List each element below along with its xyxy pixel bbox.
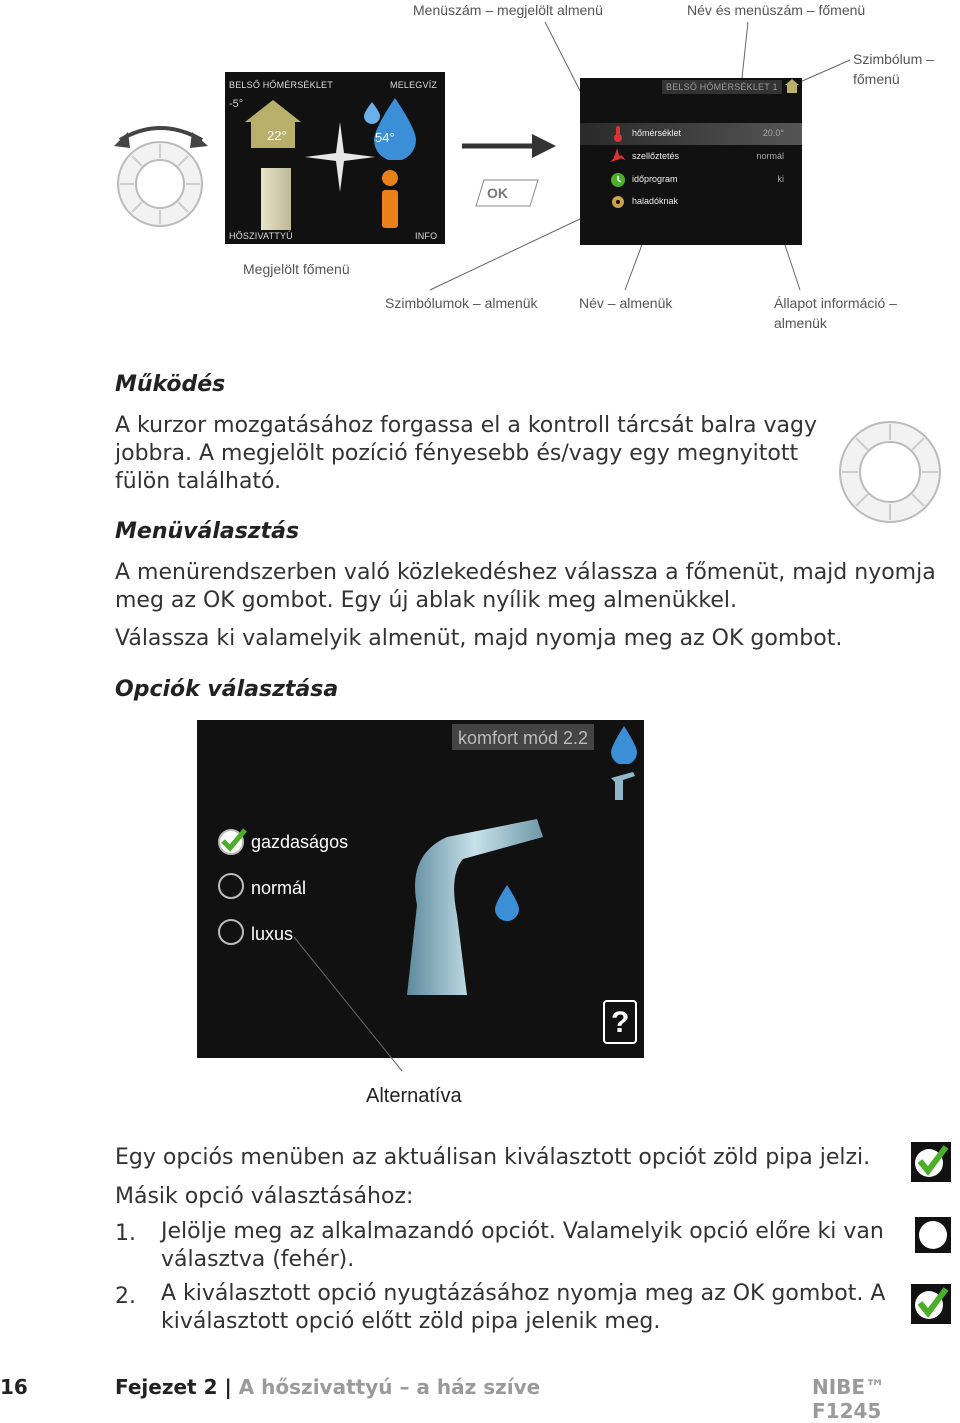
footer-chapter <box>115 1375 540 1399</box>
option-label: gazdaságos <box>251 832 349 852</box>
callout-symbols-sub: Szimbólumok – almenük <box>385 295 538 311</box>
sub-menu-screen <box>580 78 802 245</box>
indoor-temp: 22° <box>267 128 287 143</box>
section-title-options: Opciók választása <box>115 677 339 702</box>
main-menu-screen <box>225 72 445 244</box>
sub-row-advanced[interactable] <box>580 191 802 213</box>
section-title-menu-select: Menüválasztás <box>115 519 300 544</box>
water-temp: 54° <box>375 130 395 145</box>
outdoor-temp: -5° <box>229 98 244 110</box>
sub-row-name: haladóknak <box>632 196 679 206</box>
sub-row-temperature[interactable] <box>580 123 802 145</box>
house-small-icon <box>784 78 800 94</box>
check-selected-icon <box>217 826 249 856</box>
info-icon[interactable] <box>375 168 405 230</box>
sub-row-value: 20.0° <box>762 128 784 138</box>
section-text-operation: A kurzor mozgatásához forgassa el a kontroll tárcsát balra vagy jobbra. A megjelölt pozíció fényesebb és/vagy egy megnyitott fülön található. <box>115 413 817 494</box>
footer-brand: NIBE™ F1245 <box>812 1375 886 1423</box>
water-drop-icon <box>607 724 641 764</box>
callout-marked-main: Megjelölt főmenü <box>243 261 350 277</box>
thermometer-icon <box>612 126 624 142</box>
list-text-2: A kiválasztott opció nyugtázásához nyomja meg az OK gombot. A kiválasztott opció előtt zöld pipa jelenik meg. <box>161 1281 886 1334</box>
footer-separator: | <box>224 1375 232 1399</box>
sub-row-ventilation[interactable] <box>580 146 802 168</box>
sub-title-bar <box>662 80 782 94</box>
alternative-line <box>290 935 410 1075</box>
check-selected-icon <box>910 1283 952 1325</box>
sub-title: BELSŐ HŐMÉRSÉKLET 1 <box>666 82 778 92</box>
section-title-operation: Működés <box>115 372 226 397</box>
faucet-small-icon <box>607 768 641 804</box>
ok-button[interactable] <box>474 178 540 208</box>
sub-row-value: normál <box>756 151 784 161</box>
sub-row-schedule[interactable] <box>580 169 802 191</box>
quadrant-heatpump-label: HŐSZIVATTYÚ <box>229 231 293 241</box>
section-text-menu-select-1: A menürendszerben való közlekedéshez válassza a főmenüt, majd nyomja meg az OK gombot. Egy új ablak nyílik meg almenükkel. <box>115 560 936 613</box>
quadrant-hotwater-label: MELEGVÍZ <box>390 80 438 90</box>
sub-row-name: időprogram <box>632 174 678 184</box>
star-sparkle-icon <box>305 122 375 192</box>
footer-chapter-number: Fejezet 2 <box>115 1375 218 1399</box>
option-label: luxus <box>251 924 294 944</box>
control-knob-rotate-icon <box>110 118 210 228</box>
list-number-1: 1. <box>115 1221 136 1246</box>
help-icon: ? <box>611 1006 630 1039</box>
sub-row-name: hőmérséklet <box>632 128 682 138</box>
option-economy[interactable] <box>217 826 417 856</box>
option-screen <box>197 720 644 1058</box>
callout-symbol-main: Szimbólum – főmenü <box>853 51 934 87</box>
list-text-1: Jelölje meg az alkalmazandó opciót. Valamelyik opció előre ki van választva (fehér). <box>161 1219 884 1272</box>
option-title-bar <box>452 724 594 750</box>
radio-empty-icon <box>217 872 249 902</box>
fan-icon <box>608 148 626 166</box>
option-normal[interactable] <box>217 872 417 902</box>
check-selected-icon <box>910 1141 952 1183</box>
page-number: 16 <box>0 1375 28 1399</box>
section-text-menu-select-2: Válassza ki valamelyik almenüt, majd nyomja meg az OK gombot. <box>115 626 843 651</box>
callout-status-sub: Állapot információ – almenük <box>774 295 897 331</box>
sub-row-value: ki <box>777 174 784 184</box>
explanation-line-2: Másik opció választásához: <box>115 1184 414 1209</box>
footer-chapter-title: A hőszivattyú – a ház szíve <box>238 1375 541 1399</box>
ok-button-label: OK <box>487 185 508 201</box>
arrow-right-icon <box>462 130 557 162</box>
radio-white-icon <box>914 1216 952 1254</box>
gear-icon <box>610 194 626 210</box>
radio-empty-icon <box>217 918 249 948</box>
explanation-line-1: Egy opciós menüben az aktuálisan kiválasztott opciót zöld pipa jelzi. <box>115 1145 871 1170</box>
callout-menu-number-sub: Menüszám – megjelölt almenü <box>413 2 603 18</box>
sub-row-name: szellőztetés <box>632 151 680 161</box>
quadrant-indoor-label: BELSŐ HŐMÉRSÉKLET <box>229 80 333 90</box>
callout-name-number-main: Név és menüszám – főmenü <box>687 2 866 18</box>
quadrant-info-label: INFO <box>415 231 438 241</box>
control-knob-icon <box>838 420 942 524</box>
list-number-2: 2. <box>115 1284 136 1309</box>
option-title: komfort mód 2.2 <box>458 728 589 748</box>
option-label: normál <box>251 878 307 898</box>
heatpump-icon[interactable] <box>261 168 291 230</box>
callout-alternative: Alternatíva <box>366 1085 462 1107</box>
clock-icon <box>610 172 626 188</box>
help-button[interactable] <box>603 1000 637 1044</box>
callout-name-sub: Név – almenük <box>579 295 673 311</box>
